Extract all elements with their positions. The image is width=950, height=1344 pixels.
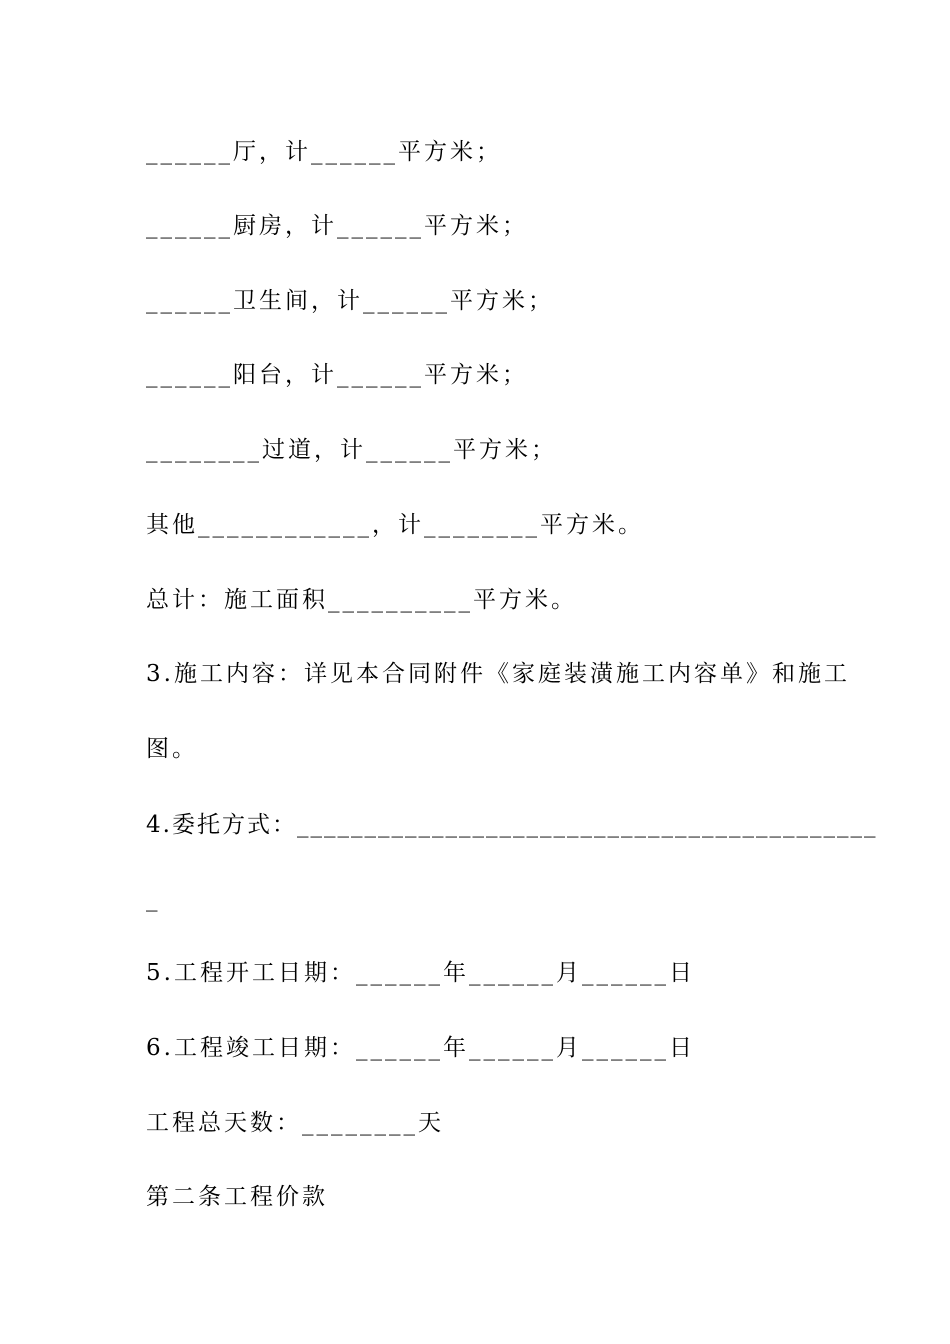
construction-content-continued: 图。 xyxy=(146,736,198,762)
other-area-line: 其他____________，计________平方米。 xyxy=(146,512,644,538)
entrustment-method-continued: _ xyxy=(146,886,161,912)
start-date-line: 5.工程开工日期：______年______月______日 xyxy=(146,960,695,986)
balcony-area-line: ______阳台，计______平方米； xyxy=(146,362,528,388)
total-area-line: 总计：施工面积__________平方米。 xyxy=(146,587,577,613)
bathroom-area-line: ______卫生间，计______平方米； xyxy=(146,288,554,314)
section-heading-project-price: 第二条工程价款 xyxy=(146,1184,328,1210)
hall-area-line: ______厅，计______平方米； xyxy=(146,139,502,165)
total-days-line: 工程总天数：________天 xyxy=(146,1110,444,1136)
construction-content-line: 3.施工内容：详见本合同附件《家庭装潢施工内容单》和施工 xyxy=(146,661,850,687)
entrustment-method-line: 4.委托方式：___________________________________________ xyxy=(146,812,878,838)
completion-date-line: 6.工程竣工日期：______年______月______日 xyxy=(146,1035,695,1061)
kitchen-area-line: ______厨房，计______平方米； xyxy=(146,213,528,239)
corridor-area-line: ________过道，计______平方米； xyxy=(146,437,557,463)
